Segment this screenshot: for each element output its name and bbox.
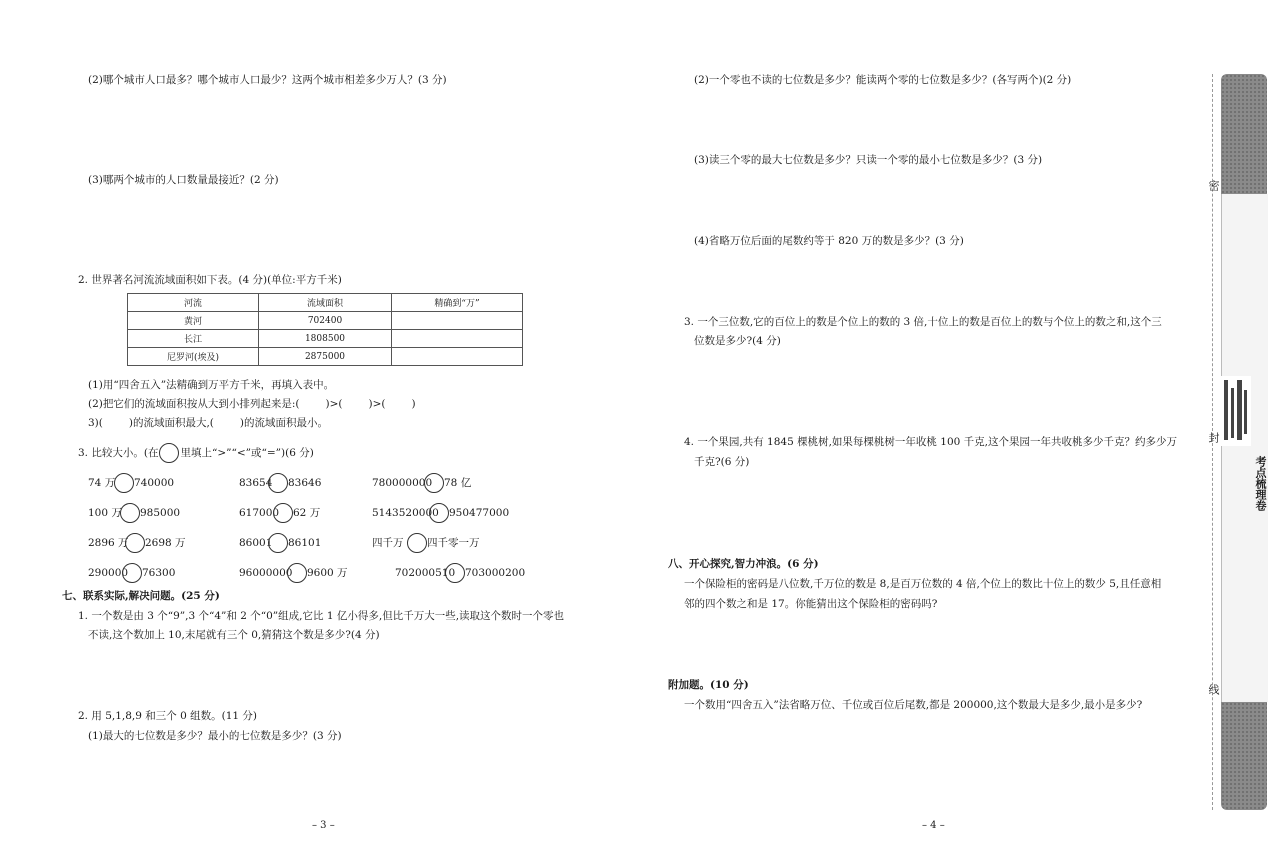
s7-question-2-sub1: (1)最大的七位数是多少？最小的七位数是多少？(3 分) (88, 730, 342, 742)
s7-question-2: 2. 用 5,1,8,9 和三个 0 组数。(11 分) (78, 710, 258, 722)
compare-title (78, 443, 314, 463)
table-cell: 黄河 (128, 312, 259, 330)
compare-circle-input[interactable] (122, 563, 142, 583)
compare-b: 703000200 (465, 567, 526, 579)
compare-circle-input[interactable] (273, 503, 293, 523)
page-number-right: – 4 – (922, 820, 945, 831)
section-8-line1: 一个保险柜的密码是八位数,千万位的数是 8,是百万位数的 4 倍,个位上的数比十位上的数少 5,且任意相 (684, 578, 1162, 590)
right-question-3-line2: 位数是多少?(4 分) (694, 335, 781, 347)
compare-a: 83654 (239, 477, 273, 489)
table-cell: 702400 (259, 312, 392, 330)
table-row (128, 330, 523, 348)
binding-strip-top (1221, 74, 1267, 194)
binding-label: 考点梳理卷 (1254, 456, 1267, 511)
compare-a: 四千万 (372, 537, 404, 549)
compare-circle-input[interactable] (445, 563, 465, 583)
compare-circle-input[interactable] (120, 503, 140, 523)
compare-b: 9600 万 (307, 567, 348, 579)
compare-b: 950477000 (449, 507, 510, 519)
compare-circle-input[interactable] (287, 563, 307, 583)
question-2-sub2: (2)哪个城市人口最多？哪个城市人口最少？这两个城市相差多少万人？(3 分) (88, 74, 447, 86)
compare-circle-input[interactable] (429, 503, 449, 523)
compare-b: 78 亿 (444, 477, 472, 489)
compare-b: 740000 (134, 477, 175, 489)
table-row (128, 312, 523, 330)
compare-a: 780000000 (372, 477, 433, 489)
text: )>( (368, 398, 386, 410)
text: 3. 比较大小。(在 (78, 447, 159, 459)
compare-b: 985000 (140, 507, 181, 519)
table-cell: 尼罗河(埃及) (128, 348, 259, 366)
binding-char-line: 线 (1207, 684, 1220, 695)
text: ) (411, 398, 416, 410)
question-2-sub3: (3)哪两个城市的人口数量最接近？(2 分) (88, 174, 279, 186)
right-question-2-sub4: (4)省略万位后面的尾数约等于 820 万的数是多少？(3 分) (694, 235, 964, 247)
section-8-line2: 邻的四个数之和是 17。你能猜出这个保险柜的密码吗? (684, 598, 938, 610)
rivers-sub2 (88, 397, 416, 411)
compare-b: 86101 (288, 537, 322, 549)
right-question-3-line1: 3. 一个三位数,它的百位上的数是个位上的数的 3 倍,十位上的数是百位上的数与个位上的数之和,这个三 (684, 316, 1162, 328)
text: )的流域面积最小。 (239, 417, 329, 429)
table-header: 河流 (128, 294, 259, 312)
section-7-heading: 七、联系实际,解决问题。(25 分) (62, 590, 220, 602)
table-header: 流域面积 (259, 294, 392, 312)
compare-a: 290000 (88, 567, 129, 579)
compare-a: 86001 (239, 537, 273, 549)
circle-icon (159, 443, 179, 463)
compare-a: 5143520000 (372, 507, 439, 519)
binding-char-seal-mid: 封 (1207, 432, 1220, 443)
text: )>( (325, 398, 343, 410)
compare-circle-input[interactable] (424, 473, 444, 493)
table-header: 精确到“万” (392, 294, 523, 312)
text: 3)( (88, 417, 103, 429)
compare-circle-input[interactable] (407, 533, 427, 553)
answer-cell[interactable] (392, 330, 523, 348)
compare-circle-input[interactable] (114, 473, 134, 493)
section-8-heading: 八、开心探究,智力冲浪。(6 分) (668, 558, 819, 570)
binding-strip-middle (1221, 194, 1268, 702)
bonus-heading: 附加题。(10 分) (668, 679, 749, 691)
answer-cell[interactable] (392, 312, 523, 330)
binding-char-seal: 密 (1207, 180, 1220, 191)
table-cell: 2875000 (259, 348, 392, 366)
compare-a: 702000510 (395, 567, 456, 579)
text: )的流域面积最大,( (128, 417, 214, 429)
compare-a: 100 万 (88, 507, 122, 519)
page-number-left: – 3 – (312, 820, 335, 831)
table-row (128, 348, 523, 366)
s7-question-1-line2: 不读,这个数加上 10,末尾就有三个 0,猜猜这个数是多少?(4 分) (88, 629, 380, 641)
rivers-table (127, 293, 523, 366)
bonus-text: 一个数用“四舍五入”法省略万位、千位或百位后尾数,都是 200000,这个数最大是多少,最小是多少? (684, 699, 1143, 711)
table-header-row (128, 294, 523, 312)
compare-a: 2896 万 (88, 537, 129, 549)
compare-b: 83646 (288, 477, 322, 489)
text: 里填上“>”“<”或“=”)(6 分) (180, 447, 314, 459)
compare-b: 76300 (142, 567, 176, 579)
right-question-2-sub2: (2)一个零也不读的七位数是多少？能读两个零的七位数是多少？(各写两个)(2 分) (694, 74, 1072, 86)
table-cell: 长江 (128, 330, 259, 348)
rivers-sub1: (1)用“四舍五入”法精确到万平方千米，再填入表中。 (88, 379, 335, 391)
answer-cell[interactable] (392, 348, 523, 366)
compare-a: 96000000 (239, 567, 293, 579)
text: (2)把它们的流域面积按从大到小排列起来是:( (88, 398, 300, 410)
compare-b: 四千零一万 (427, 537, 480, 549)
rivers-sub3 (88, 416, 328, 430)
compare-b: 62 万 (293, 507, 321, 519)
compare-circle-input[interactable] (268, 473, 288, 493)
table-cell: 1808500 (259, 330, 392, 348)
s7-question-1-line1: 1. 一个数是由 3 个“9”,3 个“4”和 2 个“0”组成,它比 1 亿小得多,但比千万大一些,读取这个数时一个零也 (78, 610, 565, 622)
compare-circle-input[interactable] (125, 533, 145, 553)
right-question-4-line1: 4. 一个果园,共有 1845 棵桃树,如果每棵桃树一年收桃 100 千克,这个果园一年共收桃多少千克？约多少万 (684, 436, 1177, 448)
compare-b: 2698 万 (145, 537, 186, 549)
right-question-4-line2: 千克?(6 分) (694, 456, 750, 468)
right-question-2-sub3: (3)读三个零的最大七位数是多少？只读一个零的最小七位数是多少？(3 分) (694, 154, 1043, 166)
brand-logo (1221, 376, 1251, 446)
compare-a: 74 万 (88, 477, 116, 489)
compare-circle-input[interactable] (268, 533, 288, 553)
rivers-question-title: 2. 世界著名河流流域面积如下表。(4 分)(单位:平方千米) (78, 274, 342, 286)
compare-a: 617000 (239, 507, 280, 519)
binding-strip-bottom (1221, 702, 1267, 810)
